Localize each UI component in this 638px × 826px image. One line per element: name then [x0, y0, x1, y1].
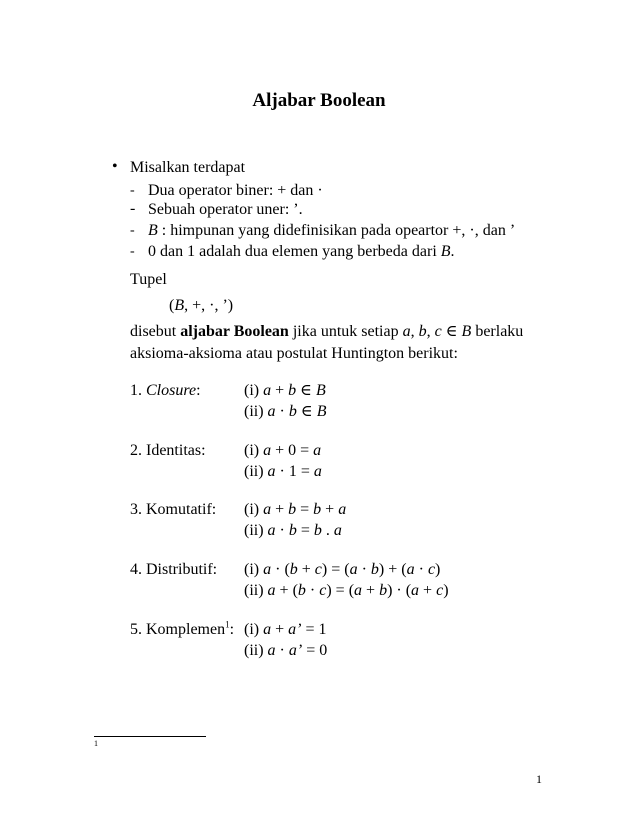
footnote-divider [94, 736, 206, 737]
dash-3: - [130, 223, 135, 238]
footnote-mark: 1 [94, 739, 98, 748]
axiom-komplemen-i: (i) a + a’ = 1 [244, 621, 327, 638]
footnote-ref[interactable]: 1 [225, 619, 230, 630]
list-item-3: B : himpunan yang didefinisikan pada opeartor +, ·, dan ’ [148, 222, 516, 239]
axiom-closure-ii: (ii) a · b ∈ B [244, 403, 327, 420]
dash-4: - [130, 244, 135, 259]
tuple-expression: (B, +, ·, ’) [169, 297, 234, 314]
axiom-closure-label: 1. Closure: [130, 382, 201, 399]
definition-line-1: disebut aljabar Boolean jika untuk setiap a, b, c ∈ B berlaku [130, 323, 524, 340]
list-item-2: Sebuah operator uner: ’. [148, 201, 303, 218]
axiom-distributif-ii: (ii) a + (b · c) = (a + b) · (a + c) [244, 582, 449, 599]
bullet-icon: • [112, 158, 118, 175]
page-number: 1 [536, 772, 542, 786]
axiom-closure-i: (i) a + b ∈ B [244, 382, 326, 399]
axiom-identitas-i: (i) a + 0 = a [244, 442, 322, 459]
axiom-identitas-label: 2. Identitas: [130, 442, 206, 459]
term-aljabar-boolean: aljabar Boolean [180, 323, 289, 340]
axiom-komutatif-i: (i) a + b = b + a [244, 501, 347, 518]
page-title: Aljabar Boolean [252, 90, 386, 111]
dash-2: - [130, 200, 136, 217]
axiom-identitas-ii: (ii) a · 1 = a [244, 463, 322, 480]
list-item-1: Dua operator biner: + dan · [148, 182, 323, 199]
dash-1: - [130, 183, 135, 198]
axiom-komutatif-label: 3. Komutatif: [130, 501, 217, 518]
axiom-distributif-label: 4. Distributif: [130, 561, 218, 578]
var-b: B [148, 222, 158, 239]
tupel-label: Tupel [130, 271, 167, 288]
axiom-distributif-i: (i) a · (b + c) = (a · b) + (a · c) [244, 561, 441, 578]
definition-line-2: aksioma-aksioma atau postulat Huntington berikut: [130, 345, 458, 362]
list-item-4: 0 dan 1 adalah dua elemen yang berbeda dari B. [148, 243, 455, 260]
axiom-komplemen-ii: (ii) a · a’ = 0 [244, 642, 328, 659]
intro-text: Misalkan terdapat [130, 159, 246, 176]
axiom-komplemen-label: 5. Komplemen$^1$: [130, 619, 235, 638]
axiom-komutatif-ii: (ii) a · b = b . a [244, 522, 342, 539]
